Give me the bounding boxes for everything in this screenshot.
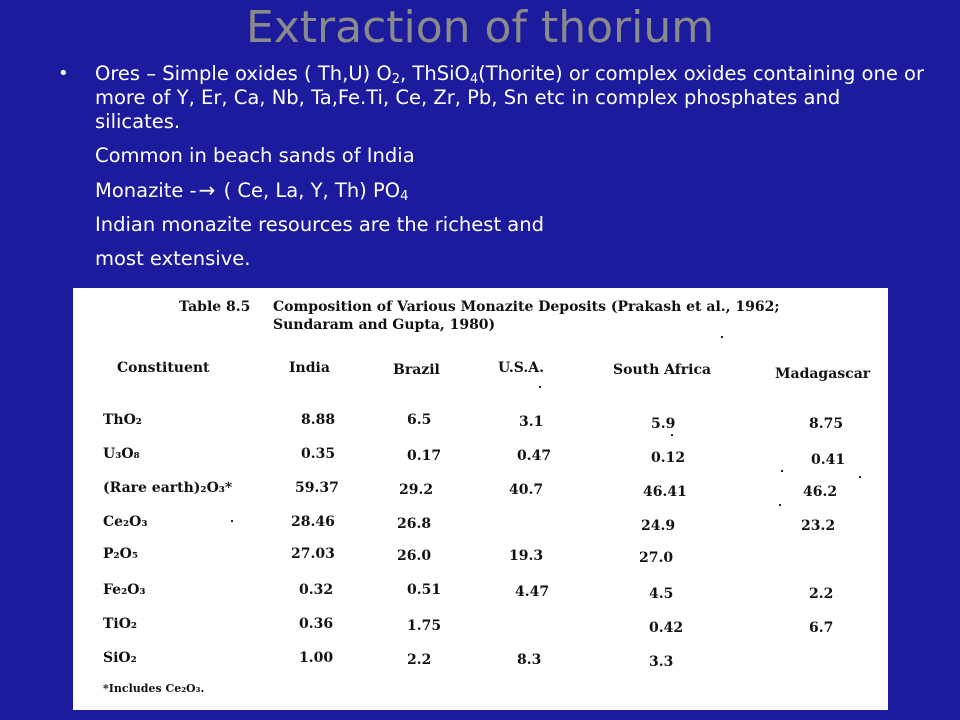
monazite-composition-table: [73, 288, 888, 710]
scan-speck: [231, 520, 233, 522]
cell-tho2-brazil: 6.5: [407, 412, 432, 428]
cell-fe2o3-south-africa: 4.5: [649, 586, 674, 602]
ores-paragraph: [95, 62, 925, 134]
cell-p2o5-south-africa: 27.0: [639, 550, 674, 566]
cell-rare-earth-brazil: 29.2: [399, 482, 434, 498]
ores-text-1: Ores – Simple oxides ( Th,U) O: [95, 62, 392, 85]
cell-tio2-south-africa: 0.42: [649, 620, 684, 636]
cell-u3o8-south-africa: 0.12: [651, 450, 686, 466]
cell-fe2o3-madagascar: 2.2: [809, 586, 834, 602]
beach-sands-line: Common in beach sands of India: [95, 144, 415, 167]
ores-sub-2: 4: [469, 72, 479, 87]
cell-tio2-india: 0.36: [299, 616, 334, 632]
cell-sio2-usa: 8.3: [517, 652, 542, 668]
scan-speck: [859, 476, 861, 478]
cell-tho2-usa: 3.1: [519, 414, 544, 430]
row-label-ce2o3: Ce₂O₃: [103, 514, 148, 530]
ores-text-2: , ThSiO: [400, 62, 470, 85]
cell-tio2-madagascar: 6.7: [809, 620, 834, 636]
header-madagascar: Madagascar: [775, 366, 871, 382]
row-label-sio2: SiO₂: [103, 650, 137, 666]
cell-fe2o3-india: 0.32: [299, 582, 334, 598]
cell-u3o8-india: 0.35: [301, 446, 336, 462]
scan-speck: [779, 504, 781, 506]
cell-p2o5-india: 27.03: [291, 546, 335, 562]
scan-speck: [539, 386, 541, 388]
cell-ce2o3-madagascar: 23.2: [801, 518, 836, 534]
slide-title: Extraction of thorium: [245, 2, 715, 53]
cell-ce2o3-south-africa: 24.9: [641, 518, 676, 534]
cell-rare-earth-usa: 40.7: [509, 482, 544, 498]
row-label-p2o5: P₂O₅: [103, 546, 138, 562]
cell-rare-earth-madagascar: 46.2: [803, 484, 838, 500]
indian-resources-line-1: Indian monazite resources are the richest and: [95, 213, 544, 236]
header-india: India: [289, 360, 330, 376]
table-caption-line-1: Composition of Various Monazite Deposits (Prakash et al., 1962;: [273, 299, 780, 315]
cell-tio2-brazil: 1.75: [407, 618, 442, 634]
row-label-tho2: ThO₂: [103, 412, 142, 428]
row-label-tio2: TiO₂: [103, 616, 138, 632]
indian-resources-line-2: most extensive.: [95, 247, 251, 270]
table-caption-label: Table 8.5: [179, 299, 251, 315]
table-footnote: *Includes Ce₂O₃.: [103, 682, 205, 695]
monazite-prefix: Monazite -: [95, 179, 197, 202]
cell-fe2o3-usa: 4.47: [515, 584, 550, 600]
header-usa: U.S.A.: [498, 360, 545, 376]
table-caption-line-2: Sundaram and Gupta, 1980): [273, 317, 496, 333]
cell-u3o8-madagascar: 0.41: [811, 452, 846, 468]
row-label-fe2o3: Fe₂O₃: [103, 582, 146, 598]
monazite-line: [95, 178, 938, 203]
cell-p2o5-brazil: 26.0: [397, 548, 432, 564]
cell-tho2-india: 8.88: [301, 412, 336, 428]
scan-speck: [781, 470, 783, 472]
header-brazil: Brazil: [393, 362, 440, 378]
row-label-rare-earth: (Rare earth)₂O₃*: [103, 480, 233, 496]
cell-fe2o3-brazil: 0.51: [407, 582, 442, 598]
cell-u3o8-brazil: 0.17: [407, 448, 442, 464]
cell-rare-earth-south-africa: 46.41: [643, 484, 687, 500]
cell-sio2-india: 1.00: [299, 650, 334, 666]
cell-sio2-south-africa: 3.3: [649, 654, 674, 670]
cell-ce2o3-india: 28.46: [291, 514, 335, 530]
scan-speck: [671, 434, 673, 436]
cell-u3o8-usa: 0.47: [517, 448, 552, 464]
monazite-sub: 4: [400, 189, 409, 204]
header-constituent: Constituent: [117, 360, 210, 376]
monazite-formula: ( Ce, La, Y, Th) PO: [217, 179, 401, 202]
cell-tho2-madagascar: 8.75: [809, 416, 844, 432]
cell-rare-earth-india: 59.37: [295, 480, 339, 496]
arrow-right-icon: →: [198, 178, 216, 202]
bullet-icon: •: [58, 63, 69, 84]
ores-sub-1: 2: [391, 72, 401, 87]
cell-p2o5-usa: 19.3: [509, 548, 544, 564]
slide-body: [58, 62, 938, 271]
cell-sio2-brazil: 2.2: [407, 652, 432, 668]
cell-ce2o3-brazil: 26.8: [397, 516, 432, 532]
ores-text-3: (Thorite) or complex oxides containing one or more of Y, Er, Ca, Nb, Ta,Fe.Ti, Ce, Zr, Pb, Sn etc in complex phosphates and silicates.: [95, 62, 924, 133]
cell-tho2-south-africa: 5.9: [651, 416, 676, 432]
scan-speck: [721, 336, 723, 338]
header-south-africa: South Africa: [613, 362, 712, 378]
row-label-u3o8: U₃O₈: [103, 446, 140, 462]
